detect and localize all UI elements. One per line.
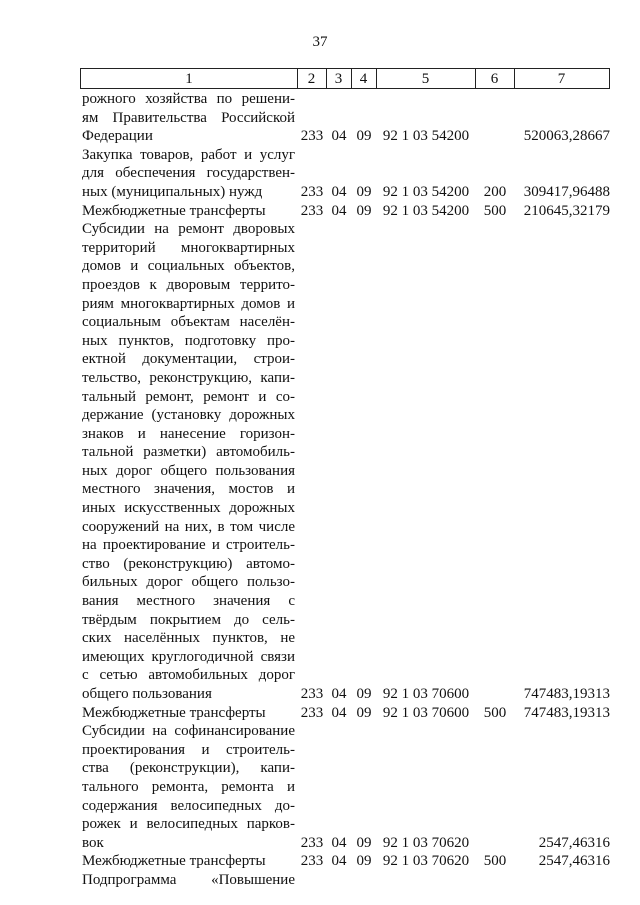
cell-c3: 04 <box>331 202 347 219</box>
row-name-line: для обеспечения государствен- <box>82 165 295 182</box>
row-name-line: бильных дорог общего пользо- <box>82 574 295 591</box>
row-name-line: вания местного значения с <box>82 593 295 610</box>
cell-c3: 04 <box>331 834 347 851</box>
cell-c4: 09 <box>356 183 372 200</box>
row-codes <box>80 127 640 146</box>
row-name-line: Закупка товаров, работ и услуг <box>82 146 295 163</box>
header-col-2: 2 <box>297 68 327 89</box>
row-codes <box>80 202 640 221</box>
cell-c2: 233 <box>300 686 324 702</box>
row-name-line: тальной разметки) автомобиль- <box>82 444 295 461</box>
cell-c3: 04 <box>331 183 347 200</box>
row-name-line: риям многоквартирных домов и <box>82 295 295 312</box>
row-name-line: ектной документации, строи- <box>82 351 295 368</box>
header-col-6: 6 <box>475 68 515 89</box>
row-codes <box>80 183 640 202</box>
row-name-line: тального ремонта, ремонта и <box>82 778 295 795</box>
row-name-line: Федерации <box>82 128 153 145</box>
page-number: 37 <box>312 34 328 50</box>
row-name-line: территорий многоквартирных <box>82 239 295 256</box>
row-name-line: ных дорог общего пользования <box>82 462 295 479</box>
row-name-line: ных (муниципальных) нужд <box>82 183 263 200</box>
table-row <box>80 146 610 202</box>
row-name-line: содержания велосипедных до- <box>82 797 295 814</box>
row-name-line: Межбюджетные трансферты <box>82 853 266 870</box>
row-name-line: общего пользования <box>82 686 212 702</box>
cell-c7: 2547,46316 <box>538 834 610 851</box>
row-codes <box>80 685 640 704</box>
cell-c6: 500 <box>483 853 507 870</box>
cell-c5: 92 1 03 54200 <box>382 128 470 145</box>
row-codes <box>80 834 640 853</box>
cell-c4: 09 <box>356 686 372 702</box>
cell-c3: 04 <box>331 704 347 721</box>
cell-c2: 233 <box>300 834 324 851</box>
cell-c7: 747483,19313 <box>523 686 610 702</box>
cell-c2: 233 <box>300 183 324 200</box>
row-name-line: с сетью автомобильных дорог <box>82 667 295 684</box>
row-codes <box>80 871 640 890</box>
cell-c5: 92 1 03 70620 <box>382 834 470 851</box>
cell-c7: 210645,32179 <box>523 202 610 219</box>
row-name-line: местного значения, мостов и <box>82 481 295 498</box>
row-name-line: на проектирование и строитель- <box>82 537 295 554</box>
header-col-7: 7 <box>514 68 610 89</box>
row-name-line: домов и социальных объектов, <box>82 258 295 275</box>
table-row <box>80 704 610 723</box>
cell-c4: 09 <box>356 834 372 851</box>
table-row <box>80 852 610 871</box>
row-name-line: держание (установку дорожных <box>82 407 295 424</box>
cell-c5: 92 1 03 70620 <box>382 853 470 870</box>
row-name-line: имеющих круглогодичной связи <box>82 648 295 665</box>
cell-c2: 233 <box>300 704 324 721</box>
cell-c4: 09 <box>356 128 372 145</box>
cell-c5: 92 1 03 70600 <box>382 704 470 721</box>
row-name-line: ства (реконструкции), капи- <box>82 760 295 777</box>
cell-c7: 309417,96488 <box>523 183 610 200</box>
cell-c5: 92 1 03 54200 <box>382 183 470 200</box>
row-name-line: твёрдым покрытием до сель- <box>82 611 295 628</box>
row-name-line: проездов к дворовым террито- <box>82 276 295 293</box>
table-row <box>80 202 610 221</box>
row-name-line: иных искусственных дорожных <box>82 500 295 517</box>
row-name-line: Субсидии на ремонт дворовых <box>82 221 295 238</box>
row-name-line: вок <box>82 834 104 851</box>
cell-c3: 04 <box>331 686 347 702</box>
row-name-line: проектирования и строитель- <box>82 741 295 758</box>
table-row <box>80 220 610 703</box>
cell-c5: 92 1 03 54200 <box>382 202 470 219</box>
row-name-line: рожного хозяйства по решени- <box>82 91 295 107</box>
row-codes <box>80 852 640 871</box>
cell-c2: 233 <box>300 128 324 145</box>
row-name <box>80 220 297 703</box>
row-name-line: ских населённых пунктов, не <box>82 630 295 647</box>
table-row <box>80 90 610 146</box>
table-row <box>80 722 610 852</box>
cell-c5: 92 1 03 70600 <box>382 686 470 702</box>
header-col-4: 4 <box>351 68 377 89</box>
row-name-line: тельство, реконструкцию, капи- <box>82 369 295 386</box>
row-codes <box>80 704 640 723</box>
table-body <box>80 90 610 890</box>
cell-c3: 04 <box>331 128 347 145</box>
cell-c2: 233 <box>300 853 324 870</box>
cell-c6: 500 <box>483 202 507 219</box>
cell-c4: 09 <box>356 704 372 721</box>
row-name-line: Межбюджетные трансферты <box>82 202 266 219</box>
header-col-5: 5 <box>376 68 476 89</box>
header-col-1: 1 <box>80 68 298 89</box>
cell-c7: 747483,19313 <box>523 704 610 721</box>
row-name-line: Субсидии на софинансирование <box>82 723 295 740</box>
table-row <box>80 871 297 890</box>
cell-c2: 233 <box>300 202 324 219</box>
header-col-3: 3 <box>326 68 352 89</box>
cell-c6: 500 <box>483 704 507 721</box>
row-name-line: Подпрограмма «Повышение <box>82 871 295 888</box>
cell-c6: 200 <box>483 183 507 200</box>
row-name-line: ство (реконструкцию) автомо- <box>82 555 295 572</box>
row-name-line: тальный ремонт, ремонт и со- <box>82 388 295 405</box>
row-name-line: рожек и велосипедных парков- <box>82 816 295 833</box>
cell-c7: 520063,28667 <box>523 128 610 145</box>
row-name-line: ных пунктов, подготовку про- <box>82 332 295 349</box>
cell-c7: 2547,46316 <box>538 853 610 870</box>
cell-c4: 09 <box>356 853 372 870</box>
row-name-line: ям Правительства Российской <box>82 109 295 126</box>
row-name-line: социальным объектам населён- <box>82 314 295 331</box>
row-name-line: Межбюджетные трансферты <box>82 704 266 721</box>
row-name-line: знаков и нанесение горизон- <box>82 425 295 442</box>
cell-c3: 04 <box>331 853 347 870</box>
cell-c4: 09 <box>356 202 372 219</box>
row-name-line: сооружений на них, в том числе <box>82 518 295 535</box>
